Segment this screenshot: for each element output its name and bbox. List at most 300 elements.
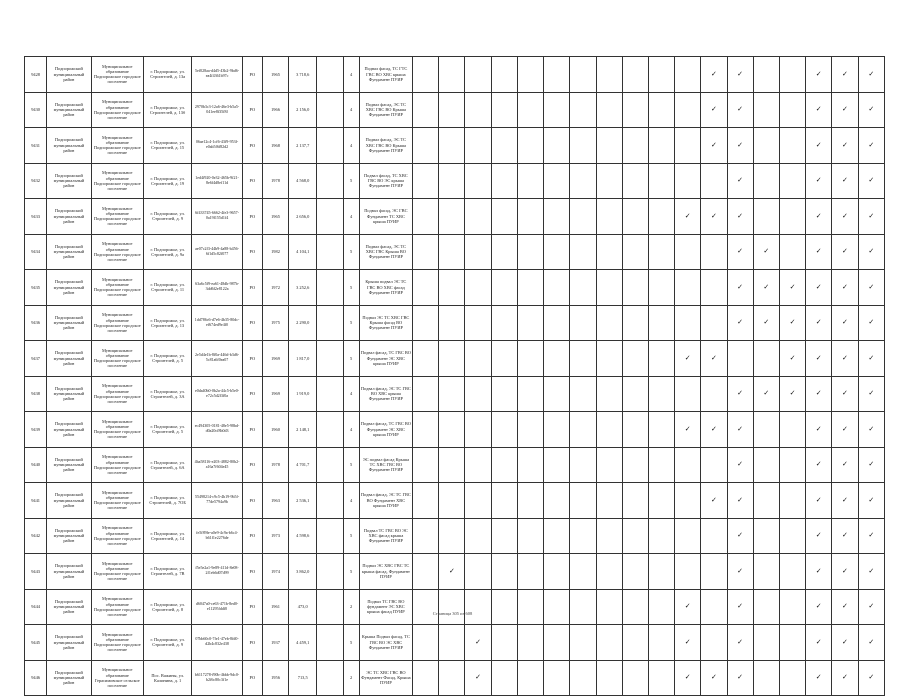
work-mark-cell (439, 447, 465, 483)
work-mark-cell (544, 376, 570, 412)
check-mark-icon: ✓ (710, 69, 717, 78)
empty-cell (317, 483, 343, 519)
guid-cell: 07bb60c0-7fe1-47eb-8fd0-d2b4c832e438 (192, 625, 242, 661)
work-mark-cell (806, 234, 832, 270)
work-mark-cell (779, 518, 805, 554)
check-mark-icon: ✓ (868, 105, 875, 114)
work-mark-cell (832, 376, 858, 412)
check-mark-icon: ✓ (841, 460, 848, 469)
work-mark-cell (675, 163, 701, 199)
check-mark-icon: ✓ (737, 389, 744, 398)
work-mark-cell (622, 554, 648, 590)
table-row (25, 625, 885, 661)
work-mark-cell (622, 483, 648, 519)
empty-cell (317, 128, 343, 164)
check-mark-icon: ✓ (815, 389, 822, 398)
area-cell: 1 817,0 (289, 341, 317, 377)
check-mark-icon: ✓ (868, 673, 875, 682)
check-mark-icon: ✓ (815, 176, 822, 185)
works-cell: Подвал фасад, ЭС ТС ХВС ГВС ВО Крыша Фундамент ПУИР (359, 128, 412, 164)
work-mark-cell (544, 660, 570, 696)
work-mark-cell (648, 199, 674, 235)
empty-cell (317, 270, 343, 306)
work-mark-cell (675, 270, 701, 306)
works-cell: Подвал фасад, ТС ХВС ГВС ВО ЭС крыша Фундамент ПУИР (359, 163, 412, 199)
work-mark-cell (779, 92, 805, 128)
empty-cell (317, 660, 343, 696)
work-mark-cell (701, 625, 727, 661)
municipality-cell: Муниципальное образование Подпорожское городское поселение (91, 625, 143, 661)
work-mark-cell (701, 589, 727, 625)
build-year-cell: 1972 (262, 270, 288, 306)
work-mark-cell (727, 554, 753, 590)
work-mark-cell (622, 660, 648, 696)
work-mark-cell (701, 483, 727, 519)
empty-cell (317, 625, 343, 661)
work-mark-cell (648, 270, 674, 306)
row-number: 9431 (25, 128, 47, 164)
floors-cell: 4 (343, 92, 359, 128)
check-mark-icon: ✓ (737, 460, 744, 469)
work-mark-cell (413, 270, 439, 306)
build-year-cell: 1969 (262, 341, 288, 377)
check-mark-icon: ✓ (710, 353, 717, 362)
work-mark-cell (806, 92, 832, 128)
work-mark-cell (832, 234, 858, 270)
work-mark-cell (858, 518, 884, 554)
district-cell: Подпорожский муниципальный район (47, 625, 91, 661)
work-mark-cell (832, 341, 858, 377)
district-cell: Подпорожский муниципальный район (47, 128, 91, 164)
floors-cell: 5 (343, 234, 359, 270)
work-mark-cell (727, 589, 753, 625)
work-mark-cell (596, 554, 622, 590)
district-cell: Подпорожский муниципальный район (47, 483, 91, 519)
area-cell: 2 137,7 (289, 128, 317, 164)
work-mark-cell (753, 341, 779, 377)
work-mark-cell (439, 483, 465, 519)
floors-cell: 4 (343, 199, 359, 235)
work-mark-cell (596, 341, 622, 377)
work-mark-cell (570, 483, 596, 519)
address-cell: г. Подпорожье, ул. Строителей, д. 7В (143, 554, 191, 590)
address-cell: г. Подпорожье, ул. Строителей, д. 9а (143, 234, 191, 270)
guid-cell: ec494305-0181-48e5-98bd-d0a20cf8b0d3 (192, 412, 242, 448)
empty-cell (317, 305, 343, 341)
work-mark-cell (544, 412, 570, 448)
area-cell: 2 290,0 (289, 305, 317, 341)
work-mark-cell (622, 234, 648, 270)
work-mark-cell (491, 589, 517, 625)
work-mark-cell (413, 483, 439, 519)
area-cell: 713,5 (289, 660, 317, 696)
work-mark-cell (570, 199, 596, 235)
build-year-cell: 1974 (262, 554, 288, 590)
row-number: 9438 (25, 376, 47, 412)
work-mark-cell (701, 412, 727, 448)
work-mark-cell (806, 57, 832, 93)
work-mark-cell (675, 625, 701, 661)
work-mark-cell (701, 305, 727, 341)
work-mark-cell (544, 625, 570, 661)
work-mark-cell (439, 305, 465, 341)
check-mark-icon: ✓ (789, 389, 796, 398)
floors-cell: 2 (343, 660, 359, 696)
work-mark-cell (465, 270, 491, 306)
work-mark-cell (701, 660, 727, 696)
check-mark-icon: ✓ (841, 140, 848, 149)
address-cell: Пос. Важины, ул. Калинина, д. 1 (143, 660, 191, 696)
work-mark-cell (413, 589, 439, 625)
address-cell: г. Подпорожье, ул. Строителей, д. 14 (143, 518, 191, 554)
work-mark-cell (465, 57, 491, 93)
municipality-cell: Муниципальное образование Подпорожское городское поселение (91, 128, 143, 164)
empty-cell (317, 589, 343, 625)
guid-cell: 6f433745-6662-4fe3-9657-0a19f155d1f4 (192, 199, 242, 235)
fund-type-cell: РО (242, 447, 262, 483)
work-mark-cell (465, 341, 491, 377)
floors-cell: 5 (343, 270, 359, 306)
check-mark-icon: ✓ (737, 318, 744, 327)
guid-cell: 5ef028aa-d4d5-43b2-9bd6-ea4f4361b97c (192, 57, 242, 93)
row-number: 9433 (25, 199, 47, 235)
municipality-cell: Муниципальное образование Подпорожское городское поселение (91, 163, 143, 199)
work-mark-cell (806, 625, 832, 661)
fund-type-cell: РО (242, 660, 262, 696)
work-mark-cell (753, 483, 779, 519)
work-mark-cell (570, 163, 596, 199)
work-mark-cell (806, 447, 832, 483)
work-mark-cell (779, 589, 805, 625)
district-cell: Подпорожский муниципальный район (47, 518, 91, 554)
floors-cell: 5 (343, 163, 359, 199)
check-mark-icon: ✓ (868, 247, 875, 256)
works-cell: Подвал фасад, ТС ГВС ВО Фундамент ЭС ХВС крыша ПУИР (359, 412, 412, 448)
check-mark-icon: ✓ (815, 460, 822, 469)
work-mark-cell (544, 483, 570, 519)
district-cell: Подпорожский муниципальный район (47, 305, 91, 341)
work-mark-cell (413, 234, 439, 270)
work-mark-cell (439, 660, 465, 696)
check-mark-icon: ✓ (868, 389, 875, 398)
municipality-cell: Муниципальное образование Подпорожское городское поселение (91, 270, 143, 306)
floors-cell: 4 (343, 128, 359, 164)
table-row (25, 305, 885, 341)
work-mark-cell (727, 305, 753, 341)
work-mark-cell (596, 625, 622, 661)
municipality-cell: Муниципальное образование Подпорожское городское поселение (91, 376, 143, 412)
district-cell: Подпорожский муниципальный район (47, 234, 91, 270)
municipality-cell: Муниципальное образование Подпорожское городское поселение (91, 341, 143, 377)
check-mark-icon: ✓ (763, 282, 770, 291)
address-cell: г. Подпорожье, ул. Строителей, д. 8 (143, 589, 191, 625)
row-number: 9435 (25, 270, 47, 306)
work-mark-cell (517, 483, 543, 519)
row-number: 9434 (25, 234, 47, 270)
table-row (25, 92, 885, 128)
floors-cell: 5 (343, 305, 359, 341)
check-mark-icon: ✓ (789, 282, 796, 291)
build-year-cell: 1965 (262, 57, 288, 93)
work-mark-cell (413, 163, 439, 199)
check-mark-icon: ✓ (868, 424, 875, 433)
work-mark-cell (832, 625, 858, 661)
work-mark-cell (596, 447, 622, 483)
work-mark-cell (858, 483, 884, 519)
work-mark-cell (675, 412, 701, 448)
check-mark-icon: ✓ (815, 247, 822, 256)
check-mark-icon: ✓ (841, 673, 848, 682)
empty-cell (317, 57, 343, 93)
district-cell: Подпорожский муниципальный район (47, 447, 91, 483)
work-mark-cell (596, 305, 622, 341)
guid-cell: 55498214-c9c5-4b19-9b5f-77de5794a9b (192, 483, 242, 519)
build-year-cell: 1968 (262, 128, 288, 164)
work-mark-cell (491, 57, 517, 93)
work-mark-cell (622, 518, 648, 554)
check-mark-icon: ✓ (868, 140, 875, 149)
work-mark-cell (439, 199, 465, 235)
build-year-cell: 1978 (262, 447, 288, 483)
work-mark-cell (675, 660, 701, 696)
check-mark-icon: ✓ (815, 602, 822, 611)
work-mark-cell (517, 518, 543, 554)
floors-cell: 5 (343, 341, 359, 377)
work-mark-cell (622, 199, 648, 235)
work-mark-cell (779, 447, 805, 483)
municipality-cell: Муниципальное образование Подпорожское городское поселение (91, 518, 143, 554)
work-mark-cell (779, 412, 805, 448)
check-mark-icon: ✓ (710, 495, 717, 504)
table-row (25, 270, 885, 306)
row-number: 9445 (25, 625, 47, 661)
work-mark-cell (779, 376, 805, 412)
check-mark-icon: ✓ (684, 424, 691, 433)
work-mark-cell (753, 589, 779, 625)
work-mark-cell (753, 128, 779, 164)
build-year-cell: 1956 (262, 660, 288, 696)
work-mark-cell (832, 518, 858, 554)
work-mark-cell (753, 625, 779, 661)
check-mark-icon: ✓ (841, 247, 848, 256)
guid-cell: b6117278-f90b-4bbb-9dc0-b2f6c80c3f1e (192, 660, 242, 696)
check-mark-icon: ✓ (841, 176, 848, 185)
municipality-cell: Муниципальное образование Подпорожское городское поселение (91, 199, 143, 235)
work-mark-cell (727, 376, 753, 412)
check-mark-icon: ✓ (868, 353, 875, 362)
area-cell: 4 598,6 (289, 518, 317, 554)
work-mark-cell (439, 234, 465, 270)
work-mark-cell (622, 128, 648, 164)
work-mark-cell (727, 341, 753, 377)
work-mark-cell (779, 57, 805, 93)
address-cell: г. Подпорожье, ул. Строителей, д. 15 (143, 128, 191, 164)
check-mark-icon: ✓ (868, 69, 875, 78)
work-mark-cell (570, 625, 596, 661)
check-mark-icon: ✓ (868, 531, 875, 540)
guid-cell: e0da40b0-0b2a-44c5-b5e0-e72c5d2f3f0a (192, 376, 242, 412)
work-mark-cell (439, 518, 465, 554)
check-mark-icon: ✓ (841, 602, 848, 611)
work-mark-cell (753, 518, 779, 554)
work-mark-cell (570, 554, 596, 590)
build-year-cell: 1960 (262, 412, 288, 448)
work-mark-cell (806, 660, 832, 696)
work-mark-cell (753, 270, 779, 306)
work-mark-cell (570, 57, 596, 93)
work-mark-cell (413, 625, 439, 661)
work-mark-cell (491, 376, 517, 412)
works-cell: Подвал фасад, ЭС ГВС Фундамент ТС ХВС крыша ПУИР (359, 199, 412, 235)
work-mark-cell (413, 341, 439, 377)
table-row (25, 518, 885, 554)
check-mark-icon: ✓ (841, 566, 848, 575)
check-mark-icon: ✓ (841, 353, 848, 362)
check-mark-icon: ✓ (815, 637, 822, 646)
work-mark-cell (858, 234, 884, 270)
work-mark-cell (517, 128, 543, 164)
area-cell: 2 148,1 (289, 412, 317, 448)
work-mark-cell (675, 341, 701, 377)
work-mark-cell (675, 376, 701, 412)
check-mark-icon: ✓ (815, 318, 822, 327)
floors-cell: 5 (343, 554, 359, 590)
work-mark-cell (832, 199, 858, 235)
check-mark-icon: ✓ (841, 637, 848, 646)
floors-cell: 5 (343, 625, 359, 661)
work-mark-cell (779, 660, 805, 696)
work-mark-cell (570, 518, 596, 554)
work-mark-cell (675, 589, 701, 625)
table-row (25, 412, 885, 448)
work-mark-cell (779, 163, 805, 199)
work-mark-cell (439, 341, 465, 377)
address-cell: г. Подпорожье, ул. Строителей, д. 9 (143, 625, 191, 661)
work-mark-cell (701, 234, 727, 270)
district-cell: Подпорожский муниципальный район (47, 270, 91, 306)
work-mark-cell (832, 554, 858, 590)
work-mark-cell (465, 483, 491, 519)
check-mark-icon: ✓ (841, 211, 848, 220)
work-mark-cell (544, 589, 570, 625)
work-mark-cell (832, 92, 858, 128)
work-mark-cell (596, 483, 622, 519)
works-cell: Подвал ТС ГВС ВО фундамент ЭС ХВС крыша фасад ПУИР (359, 589, 412, 625)
work-mark-cell (832, 483, 858, 519)
works-cell: ЭС подвал фасад Крыша ТС ХВС ГВС ВО Фундамент ПУИР (359, 447, 412, 483)
guid-cell: 2970b3c3-12a6-46e3-b5a5-041ee8f35f8f (192, 92, 242, 128)
district-cell: Подпорожский муниципальный район (47, 376, 91, 412)
area-cell: 4 701,7 (289, 447, 317, 483)
floors-cell: 4 (343, 376, 359, 412)
check-mark-icon: ✓ (448, 566, 455, 575)
empty-cell (317, 518, 343, 554)
work-mark-cell (779, 234, 805, 270)
work-mark-cell (517, 589, 543, 625)
check-mark-icon: ✓ (815, 566, 822, 575)
work-mark-cell (675, 199, 701, 235)
municipality-cell: Муниципальное образование Подпорожское городское поселение (91, 234, 143, 270)
work-mark-cell (701, 92, 727, 128)
area-cell: 473,0 (289, 589, 317, 625)
work-mark-cell (858, 554, 884, 590)
row-number: 9441 (25, 483, 47, 519)
work-mark-cell (648, 518, 674, 554)
works-cell: Крыша подвал ЭС ТС ГВС ВО ХВС фасад Фундамент ПУИР (359, 270, 412, 306)
work-mark-cell (465, 625, 491, 661)
row-number: 9444 (25, 589, 47, 625)
work-mark-cell (570, 128, 596, 164)
work-mark-cell (779, 128, 805, 164)
work-mark-cell (544, 128, 570, 164)
area-cell: 2 536,1 (289, 483, 317, 519)
work-mark-cell (413, 518, 439, 554)
work-mark-cell (517, 554, 543, 590)
works-cell: Подвал фасад, ТС ГТС ГВС ВО ХВС крыша Фундамент ПУИР (359, 57, 412, 93)
check-mark-icon: ✓ (815, 495, 822, 504)
work-mark-cell (570, 92, 596, 128)
work-mark-cell (832, 270, 858, 306)
address-cell: г. Подпорожье, ул. Строителей, д. 13а (143, 57, 191, 93)
work-mark-cell (858, 199, 884, 235)
fund-type-cell: РО (242, 554, 262, 590)
check-mark-icon: ✓ (868, 176, 875, 185)
work-mark-cell (570, 270, 596, 306)
work-mark-cell (648, 57, 674, 93)
row-number: 9443 (25, 554, 47, 590)
work-mark-cell (622, 163, 648, 199)
work-mark-cell (596, 234, 622, 270)
check-mark-icon: ✓ (737, 105, 744, 114)
work-mark-cell (465, 412, 491, 448)
table-row (25, 660, 885, 696)
work-mark-cell (517, 341, 543, 377)
guid-cell: 1ed4f920-0e32-465b-9f21-8e6f4d8ef11d (192, 163, 242, 199)
page-number: Страница 305 из 608 (432, 611, 473, 616)
check-mark-icon: ✓ (789, 353, 796, 362)
check-mark-icon: ✓ (710, 140, 717, 149)
work-mark-cell (439, 554, 465, 590)
area-cell: 4 459,1 (289, 625, 317, 661)
check-mark-icon: ✓ (737, 673, 744, 682)
check-mark-icon: ✓ (737, 247, 744, 256)
work-mark-cell (544, 447, 570, 483)
fund-type-cell: РО (242, 376, 262, 412)
address-cell: г. Подпорожье, ул. Строителей, д. 3А (143, 376, 191, 412)
work-mark-cell (858, 128, 884, 164)
work-mark-cell (413, 92, 439, 128)
work-mark-cell (727, 412, 753, 448)
work-mark-cell (596, 660, 622, 696)
work-mark-cell (491, 412, 517, 448)
work-mark-cell (544, 270, 570, 306)
fund-type-cell: РО (242, 57, 262, 93)
work-mark-cell (491, 234, 517, 270)
work-mark-cell (491, 341, 517, 377)
work-mark-cell (675, 305, 701, 341)
work-mark-cell (648, 554, 674, 590)
check-mark-icon: ✓ (868, 318, 875, 327)
work-mark-cell (544, 554, 570, 590)
work-mark-cell (701, 57, 727, 93)
check-mark-icon: ✓ (710, 673, 717, 682)
check-mark-icon: ✓ (841, 69, 848, 78)
check-mark-icon: ✓ (710, 211, 717, 220)
work-mark-cell (648, 234, 674, 270)
empty-cell (317, 376, 343, 412)
district-cell: Подпорожский муниципальный район (47, 341, 91, 377)
work-mark-cell (675, 92, 701, 128)
